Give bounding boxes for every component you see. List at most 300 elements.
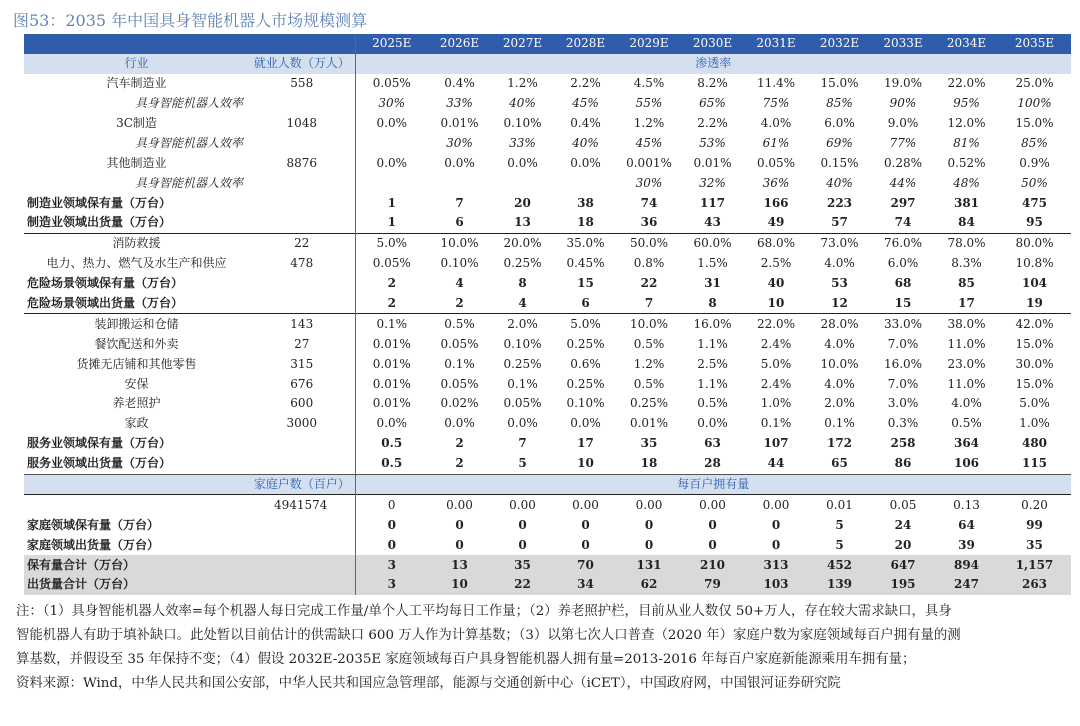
value-cell: 53 [831,276,848,291]
data-row [24,414,1071,434]
row-label: 家政 [124,416,149,431]
employment-value [249,94,355,114]
value-cell: 40 [767,276,785,291]
value-cell: 0.1% [355,314,428,334]
value-cell: 10.8% [1015,256,1054,271]
value-cell: 22 [640,276,658,291]
value-cell: 364 [953,436,980,451]
value-cell: 0 [518,537,527,552]
value-cell: 38.0% [935,314,998,334]
value-cell: 2.0% [824,396,855,411]
value-cell: 0.00 [491,495,554,515]
summary-row [24,555,1071,575]
value-cell: 0.01% [440,116,479,130]
value-cell: 55% [635,96,663,111]
summary-row [24,294,1071,314]
value-cell: 6.0% [887,256,919,271]
row-label: 保有量合计（万台） [24,555,249,575]
employment-value [249,294,355,314]
value-cell: 2.2% [570,76,601,91]
value-cell: 0.5 [355,434,428,454]
employment-value [249,173,355,193]
value-cell: 0.52% [947,155,986,170]
value-cell: 0.0% [355,414,428,434]
value-cell: 0.05% [355,254,428,274]
employment-value: 558 [290,76,314,91]
value-cell: 0.4% [570,116,601,130]
value-cell: 84 [958,215,975,230]
value-cell: 0.5% [633,336,665,351]
value-cell: 35 [640,436,658,451]
row-label: 货摊无店铺和其他零售 [76,356,197,371]
year-header-cell: 2031E [744,34,808,54]
value-cell: 18 [617,454,681,474]
value-cell: 5.0% [1019,396,1050,411]
employment-value: 676 [290,376,314,391]
value-cell: 49 [767,215,785,230]
row-label: 家庭领域出货量（万台） [27,537,160,552]
value-cell: 1.0% [760,396,792,411]
employment-value: 8876 [286,155,318,170]
value-cell: 35 [491,555,554,575]
employment-value: 22 [249,233,355,253]
value-cell: 3.0% [887,396,919,411]
value-cell: 0.1% [824,416,855,431]
industry-header: 行业 [24,54,249,74]
value-cell: 0.45% [566,256,605,271]
value-cell: 15 [577,276,594,291]
value-cell: 65 [808,454,871,474]
notes [16,600,1068,696]
value-cell: 13 [514,215,531,230]
employment-value: 4941574 [249,495,355,515]
value-cell: 0.25% [503,256,542,271]
source-line: 资料来源：Wind，中华人民共和国公安部，中华人民共和国应急管理部，能源与交通创新中心（iCET），中国政府网，中国银河证券研究院 [16,676,841,691]
value-cell: 0 [518,517,527,532]
row-label: 危险场景领域保有量（万台） [27,276,184,291]
value-cell: 0.10% [566,396,605,411]
value-cell: 195 [871,575,935,595]
row-label: 养老照护 [112,396,161,411]
employment-value [249,434,355,454]
value-cell: 0.10% [440,256,479,271]
row-label: 制造业领域出货量（万台） [27,215,172,230]
value-cell: 2 [355,294,428,314]
value-cell: 80.0% [998,233,1071,253]
value-cell: 0.05 [871,495,935,515]
value-cell: 0 [644,517,654,532]
value-cell: 0.05% [756,155,796,170]
row-label: 消防救援 [24,233,249,253]
value-cell: 40% [826,175,853,190]
value-cell: 10.0% [820,356,859,371]
value-cell: 210 [681,555,744,575]
value-cell: 0.0% [355,153,428,173]
value-cell: 2.2% [697,116,728,130]
value-cell: 172 [826,436,853,451]
value-cell: 6 [455,215,464,230]
value-cell: 0.1% [507,376,538,391]
value-cell [355,173,428,193]
value-cell: 79 [681,575,744,595]
per-hundred-header: 每百户拥有量 [355,474,1071,495]
value-cell: 0.05% [440,336,479,351]
value-cell: 0.0% [444,416,475,431]
value-cell: 2 [355,274,428,294]
household-header: 家庭户数（百户） [249,474,355,495]
row-label: 危险场景领域出货量（万台） [27,296,184,311]
year-header-cell: 2026E [428,34,491,54]
summary-row [24,274,1071,294]
value-cell: 77% [889,135,917,150]
summary-row [24,575,1071,595]
value-cell: 30% [446,135,473,150]
value-cell: 0.1% [760,416,792,431]
value-cell: 15.0% [1015,116,1054,130]
value-cell: 139 [808,575,871,595]
employment-value [249,133,355,153]
employment-value: 478 [290,256,314,271]
value-cell: 5 [835,537,844,552]
value-cell: 10 [428,575,491,595]
value-cell: 40% [572,135,599,150]
value-cell: 62 [617,575,681,595]
value-cell: 0.25% [566,336,605,351]
value-cell: 0 [581,537,590,552]
value-cell: 11.0% [947,336,986,351]
employment-value [249,575,355,595]
value-cell: 81% [953,135,980,150]
data-row [24,314,1071,334]
value-cell: 85% [826,96,853,111]
value-cell: 0.10% [503,336,542,351]
value-cell: 63 [704,436,721,451]
efficiency-row [24,173,1071,193]
value-cell: 43 [704,215,721,230]
value-cell: 45% [572,96,599,111]
value-cell: 22.0% [947,76,986,91]
value-cell: 2 [455,296,464,311]
value-cell: 0.01% [355,374,428,394]
value-cell: 57 [831,215,848,230]
value-cell [554,173,617,193]
data-row [24,354,1071,374]
value-cell: 0.1% [444,356,475,371]
data-row [24,114,1071,134]
value-cell: 95 [1026,215,1043,230]
year-header-cell: 2032E [808,34,871,54]
value-cell: 33% [446,96,473,111]
value-cell: 107 [763,436,789,451]
value-cell: 0.15% [820,155,859,170]
header-blank [249,34,355,54]
value-cell: 2.4% [760,376,792,391]
value-cell: 2.5% [697,356,728,371]
year-header-cell: 2025E [355,34,428,54]
value-cell: 0.5% [428,314,491,334]
row-label: 具身智能机器人效率 [134,175,243,190]
value-cell: 3 [355,575,428,595]
value-cell: 0.01% [355,354,428,374]
value-cell: 8 [708,296,717,311]
value-cell: 0.4% [444,76,475,91]
figure-title: 图53：2035 年中国具身智能机器人市场规模测算 [13,11,368,30]
value-cell: 50.0% [617,233,681,253]
value-cell: 30% [355,94,428,114]
value-cell: 4.5% [633,76,665,91]
data-row [24,495,1071,515]
value-cell: 0 [771,537,781,552]
value-cell: 0 [455,517,464,532]
value-cell: 0.10% [503,116,542,130]
value-cell: 0.0% [507,155,538,170]
value-cell: 7 [455,195,464,210]
value-cell: 22.0% [744,314,808,334]
row-label: 制造业领域保有量（万台） [27,195,172,210]
employment-value [249,213,355,233]
value-cell: 0 [355,515,428,535]
value-cell [428,173,491,193]
value-cell: 7.0% [887,376,919,391]
summary-row [24,535,1071,555]
value-cell: 0.00 [744,495,808,515]
value-cell: 0.0% [697,416,728,431]
header-blank [24,34,249,54]
row-label: 家庭领域保有量（万台） [27,517,160,532]
value-cell: 42.0% [998,314,1071,334]
value-cell: 0 [455,537,464,552]
value-cell: 0.01% [355,334,428,354]
value-cell: 36 [640,215,658,230]
value-cell: 2.5% [760,256,792,271]
value-cell: 0.20 [998,495,1071,515]
value-cell: 4.0% [760,116,792,130]
value-cell: 75% [762,96,790,111]
value-cell: 0.02% [440,396,479,411]
value-cell: 1.2% [507,76,538,91]
value-cell: 258 [890,436,916,451]
value-cell: 0.28% [883,155,923,170]
value-cell: 85 [958,276,975,291]
employment-value [249,535,355,555]
value-cell: 32% [699,175,726,190]
value-cell: 0 [355,495,428,515]
value-cell: 115 [998,454,1071,474]
value-cell: 1.2% [633,116,665,130]
value-cell: 33% [509,135,536,150]
value-cell: 0.5% [633,376,665,391]
row-label: 服务业领域出货量（万台） [24,454,249,474]
value-cell: 0.5% [697,396,728,411]
row-label: 装卸搬运和仓储 [24,314,249,334]
value-cell: 11.4% [756,76,796,91]
data-row [24,374,1071,394]
value-cell: 30% [635,175,663,190]
value-cell: 104 [1021,276,1048,291]
value-cell: 7 [644,296,654,311]
note-line-3: 算基数，并假设至 35 年保持不变；（4）假设 2032E-2035E 家庭领域每百户具身智能机器人拥有量=2013-2016 年每百户家庭新能源乘用车拥有量； [16,652,916,667]
value-cell: 40% [509,96,536,111]
value-cell: 15 [894,296,912,311]
summary-row [24,454,1071,474]
value-cell: 1 [355,193,428,213]
value-cell: 297 [890,195,916,210]
value-cell: 2.0% [491,314,554,334]
year-header-cell: 2030E [681,34,744,54]
value-cell: 30.0% [1015,356,1054,371]
value-cell: 12.0% [947,116,986,130]
value-cell: 61% [762,135,790,150]
row-label: 餐饮配送和外卖 [94,336,179,351]
value-cell: 0.5 [355,454,428,474]
row-label: 3C制造 [116,116,157,130]
employment-value: 1048 [286,116,318,130]
value-cell: 0.00 [617,495,681,515]
value-cell: 39 [958,537,975,552]
value-cell: 0.00 [428,495,491,515]
value-cell: 223 [826,195,853,210]
value-cell: 0.8% [633,256,665,271]
value-cell: 90% [889,96,917,111]
value-cell: 0.0% [355,114,428,134]
summary-row [24,434,1071,454]
value-cell: 16.0% [883,356,923,371]
value-cell: 0 [708,537,717,552]
employment-value: 315 [290,356,314,371]
value-cell: 11.0% [947,376,986,391]
value-cell: 8.3% [951,256,982,271]
value-cell: 0.25% [629,396,669,411]
value-cell: 894 [935,555,998,575]
value-cell: 35 [1026,537,1043,552]
value-cell: 31 [704,276,721,291]
value-cell: 6 [581,296,590,311]
value-cell: 35.0% [554,233,617,253]
value-cell: 70 [554,555,617,575]
value-cell: 106 [935,454,998,474]
value-cell: 8.2% [697,76,728,91]
value-cell: 44% [889,175,917,190]
value-cell: 9.0% [887,116,919,130]
value-cell: 7 [518,436,527,451]
value-cell: 0.0% [570,416,601,431]
value-cell: 0.25% [503,356,542,371]
value-cell: 16.0% [681,314,744,334]
value-cell: 44 [744,454,808,474]
value-cell: 20 [894,537,912,552]
value-cell: 20 [514,195,531,210]
employment-value: 3000 [286,416,318,431]
value-cell: 2 [455,436,464,451]
value-cell: 50% [1021,175,1048,190]
value-cell: 0.01% [355,394,428,414]
value-cell: 0.00 [681,495,744,515]
sub-header-row [24,474,1071,495]
value-cell: 10.0% [617,314,681,334]
value-cell: 0 [644,537,654,552]
value-cell: 86 [871,454,935,474]
year-header-cell: 2035E [998,34,1071,54]
value-cell: 0 [708,517,717,532]
data-row [24,334,1071,354]
value-cell: 8 [518,276,527,291]
efficiency-row [24,133,1071,153]
value-cell [355,133,428,153]
value-cell: 85% [1021,135,1048,150]
value-cell: 2 [428,454,491,474]
value-cell: 5.0% [760,356,792,371]
value-cell: 0.3% [887,416,919,431]
employment-value [249,555,355,575]
value-cell: 74 [894,215,912,230]
market-size-table [24,34,1071,595]
value-cell: 4.0% [951,396,982,411]
value-cell: 38 [577,195,594,210]
value-cell: 65% [699,96,726,111]
value-cell: 0.6% [570,356,601,371]
value-cell [491,173,554,193]
year-header-cell: 2034E [935,34,998,54]
value-cell: 0.5% [951,416,982,431]
row-label: 汽车制造业 [106,76,167,91]
value-cell: 0 [771,517,781,532]
data-row [24,233,1071,253]
value-cell: 5 [491,454,554,474]
value-cell: 4.0% [824,376,855,391]
value-cell: 25.0% [1015,76,1054,91]
value-cell: 4 [455,276,464,291]
value-cell: 18 [577,215,594,230]
row-label: 出货量合计（万台） [24,575,249,595]
row-label [24,495,249,515]
summary-row [24,193,1071,213]
year-header-cell: 2028E [554,34,617,54]
value-cell: 1.2% [633,356,665,371]
summary-row [24,515,1071,535]
employment-value: 143 [249,314,355,334]
value-cell: 475 [1021,195,1048,210]
value-cell: 381 [953,195,980,210]
employment-value: 27 [294,336,310,351]
value-cell: 19.0% [883,76,923,91]
data-row [24,74,1071,94]
data-row [24,254,1071,274]
row-label: 具身智能机器人效率 [134,96,243,111]
value-cell: 60.0% [681,233,744,253]
value-cell: 68 [894,276,912,291]
value-cell: 263 [998,575,1071,595]
value-cell: 3 [355,555,428,575]
year-header-cell: 2029E [617,34,681,54]
value-cell: 2.4% [760,336,792,351]
value-cell: 10 [767,296,785,311]
value-cell: 100% [1017,96,1052,111]
value-cell: 1.5% [697,256,728,271]
value-cell: 1.1% [697,376,728,391]
value-cell: 1 [355,213,428,233]
employment-header: 就业人数（万人） [249,54,355,74]
year-header-row [24,34,1071,54]
value-cell: 0.01% [693,155,732,170]
value-cell: 34 [554,575,617,595]
value-cell: 5.0% [355,233,428,253]
value-cell: 19 [1026,296,1043,311]
value-cell: 68.0% [744,233,808,253]
value-cell: 99 [1026,517,1043,532]
value-cell: 647 [871,555,935,575]
value-cell: 4.0% [824,336,855,351]
value-cell: 95% [953,96,980,111]
